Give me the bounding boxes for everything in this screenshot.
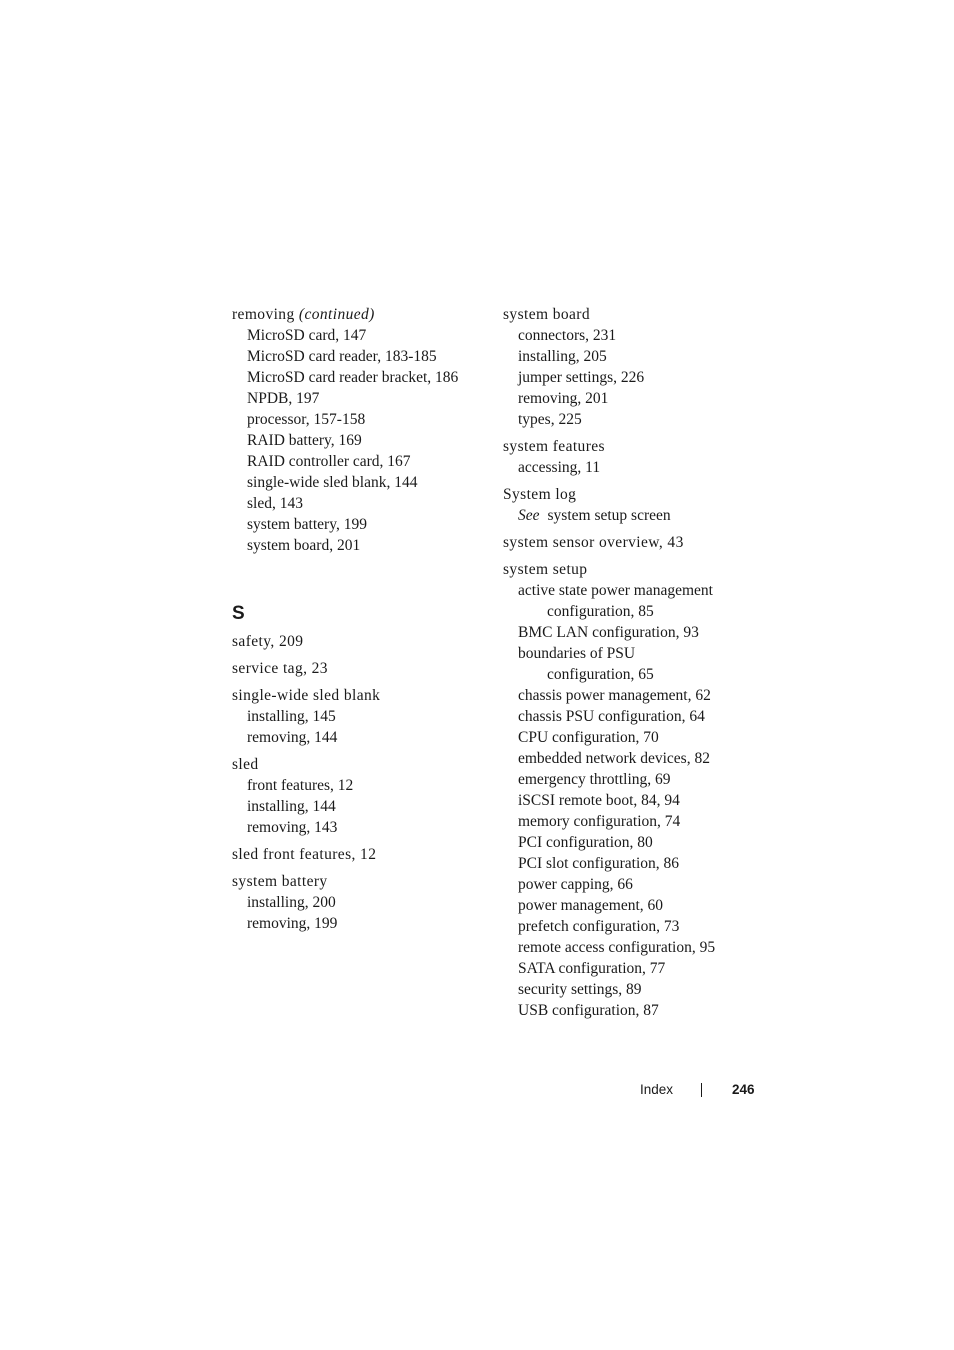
index-subentry: removing, 201 xyxy=(518,390,609,407)
index-subentry: MicroSD card reader, 183-185 xyxy=(247,348,437,365)
index-subentry: chassis PSU configuration, 64 xyxy=(518,708,705,725)
index-subentry: power capping, 66 xyxy=(518,876,633,893)
index-entry-system-board: system board xyxy=(503,306,591,323)
index-entry-system-features: system features xyxy=(503,438,605,455)
index-see-reference: See system setup screen xyxy=(518,507,671,524)
index-subentry: prefetch configuration, 73 xyxy=(518,918,680,935)
index-subentry: BMC LAN configuration, 93 xyxy=(518,624,699,641)
footer-section-label: Index xyxy=(640,1082,674,1097)
index-subentry: NPDB, 197 xyxy=(247,390,320,407)
index-entry-sled: sled xyxy=(232,756,259,773)
index-subentry: connectors, 231 xyxy=(518,327,617,344)
index-subentry: active state power management xyxy=(518,582,713,599)
index-subentry: emergency throttling, 69 xyxy=(518,771,671,788)
index-subentry: sled, 143 xyxy=(247,495,303,512)
index-subentry-continued: configuration, 65 xyxy=(547,666,654,683)
index-subentry: installing, 144 xyxy=(247,798,336,815)
index-subentry: single-wide sled blank, 144 xyxy=(247,474,418,491)
index-subentry: power management, 60 xyxy=(518,897,664,914)
index-subentry: SATA configuration, 77 xyxy=(518,960,666,977)
index-subentry: embedded network devices, 82 xyxy=(518,750,710,767)
index-entry-safety: safety, 209 xyxy=(232,633,304,650)
index-subentry: remote access configuration, 95 xyxy=(518,939,716,956)
page-number: 246 xyxy=(732,1082,755,1097)
index-subentry: MicroSD card, 147 xyxy=(247,327,367,344)
index-subentry: removing, 144 xyxy=(247,729,338,746)
index-entry-system-log: System log xyxy=(503,486,577,503)
index-entry-service-tag: service tag, 23 xyxy=(232,660,328,677)
index-subentry-continued: configuration, 85 xyxy=(547,603,654,620)
index-subentry: system board, 201 xyxy=(247,537,361,554)
index-subentry: RAID battery, 169 xyxy=(247,432,362,449)
index-column-right xyxy=(503,304,748,1021)
index-entry-system-setup: system setup xyxy=(503,561,588,578)
index-subentry: system battery, 199 xyxy=(247,516,367,533)
index-subentry: processor, 157-158 xyxy=(247,411,366,428)
index-entry-removing: removing (continued) xyxy=(232,306,375,323)
index-subentry: PCI slot configuration, 86 xyxy=(518,855,680,872)
index-subentry: iSCSI remote boot, 84, 94 xyxy=(518,792,680,809)
index-subentry: installing, 205 xyxy=(518,348,607,365)
section-letter: S xyxy=(232,603,245,624)
index-subentry: accessing, 11 xyxy=(518,459,601,476)
index-subentry: USB configuration, 87 xyxy=(518,1002,659,1019)
index-entry-single-wide-sled-blank: single-wide sled blank xyxy=(232,687,381,704)
index-entry-system-battery: system battery xyxy=(232,873,328,890)
index-subentry: boundaries of PSU xyxy=(518,645,636,662)
index-subentry: chassis power management, 62 xyxy=(518,687,711,704)
index-subentry: jumper settings, 226 xyxy=(518,369,645,386)
index-column-left xyxy=(232,304,487,934)
index-subentry: PCI configuration, 80 xyxy=(518,834,653,851)
index-subentry: installing, 200 xyxy=(247,894,336,911)
index-subentry: memory configuration, 74 xyxy=(518,813,681,830)
footer-divider xyxy=(701,1083,702,1097)
page-footer xyxy=(640,1082,755,1097)
index-entry-sled-front-features: sled front features, 12 xyxy=(232,846,377,863)
index-subentry: security settings, 89 xyxy=(518,981,642,998)
index-subentry: installing, 145 xyxy=(247,708,336,725)
index-subentry: MicroSD card reader bracket, 186 xyxy=(247,369,459,386)
index-subentry: types, 225 xyxy=(518,411,582,428)
index-subentry: RAID controller card, 167 xyxy=(247,453,411,470)
index-subentry: CPU configuration, 70 xyxy=(518,729,659,746)
index-subentry: removing, 143 xyxy=(247,819,338,836)
index-subentry: removing, 199 xyxy=(247,915,338,932)
index-entry-system-sensor-overview: system sensor overview, 43 xyxy=(503,534,684,551)
index-subentry: front features, 12 xyxy=(247,777,354,794)
